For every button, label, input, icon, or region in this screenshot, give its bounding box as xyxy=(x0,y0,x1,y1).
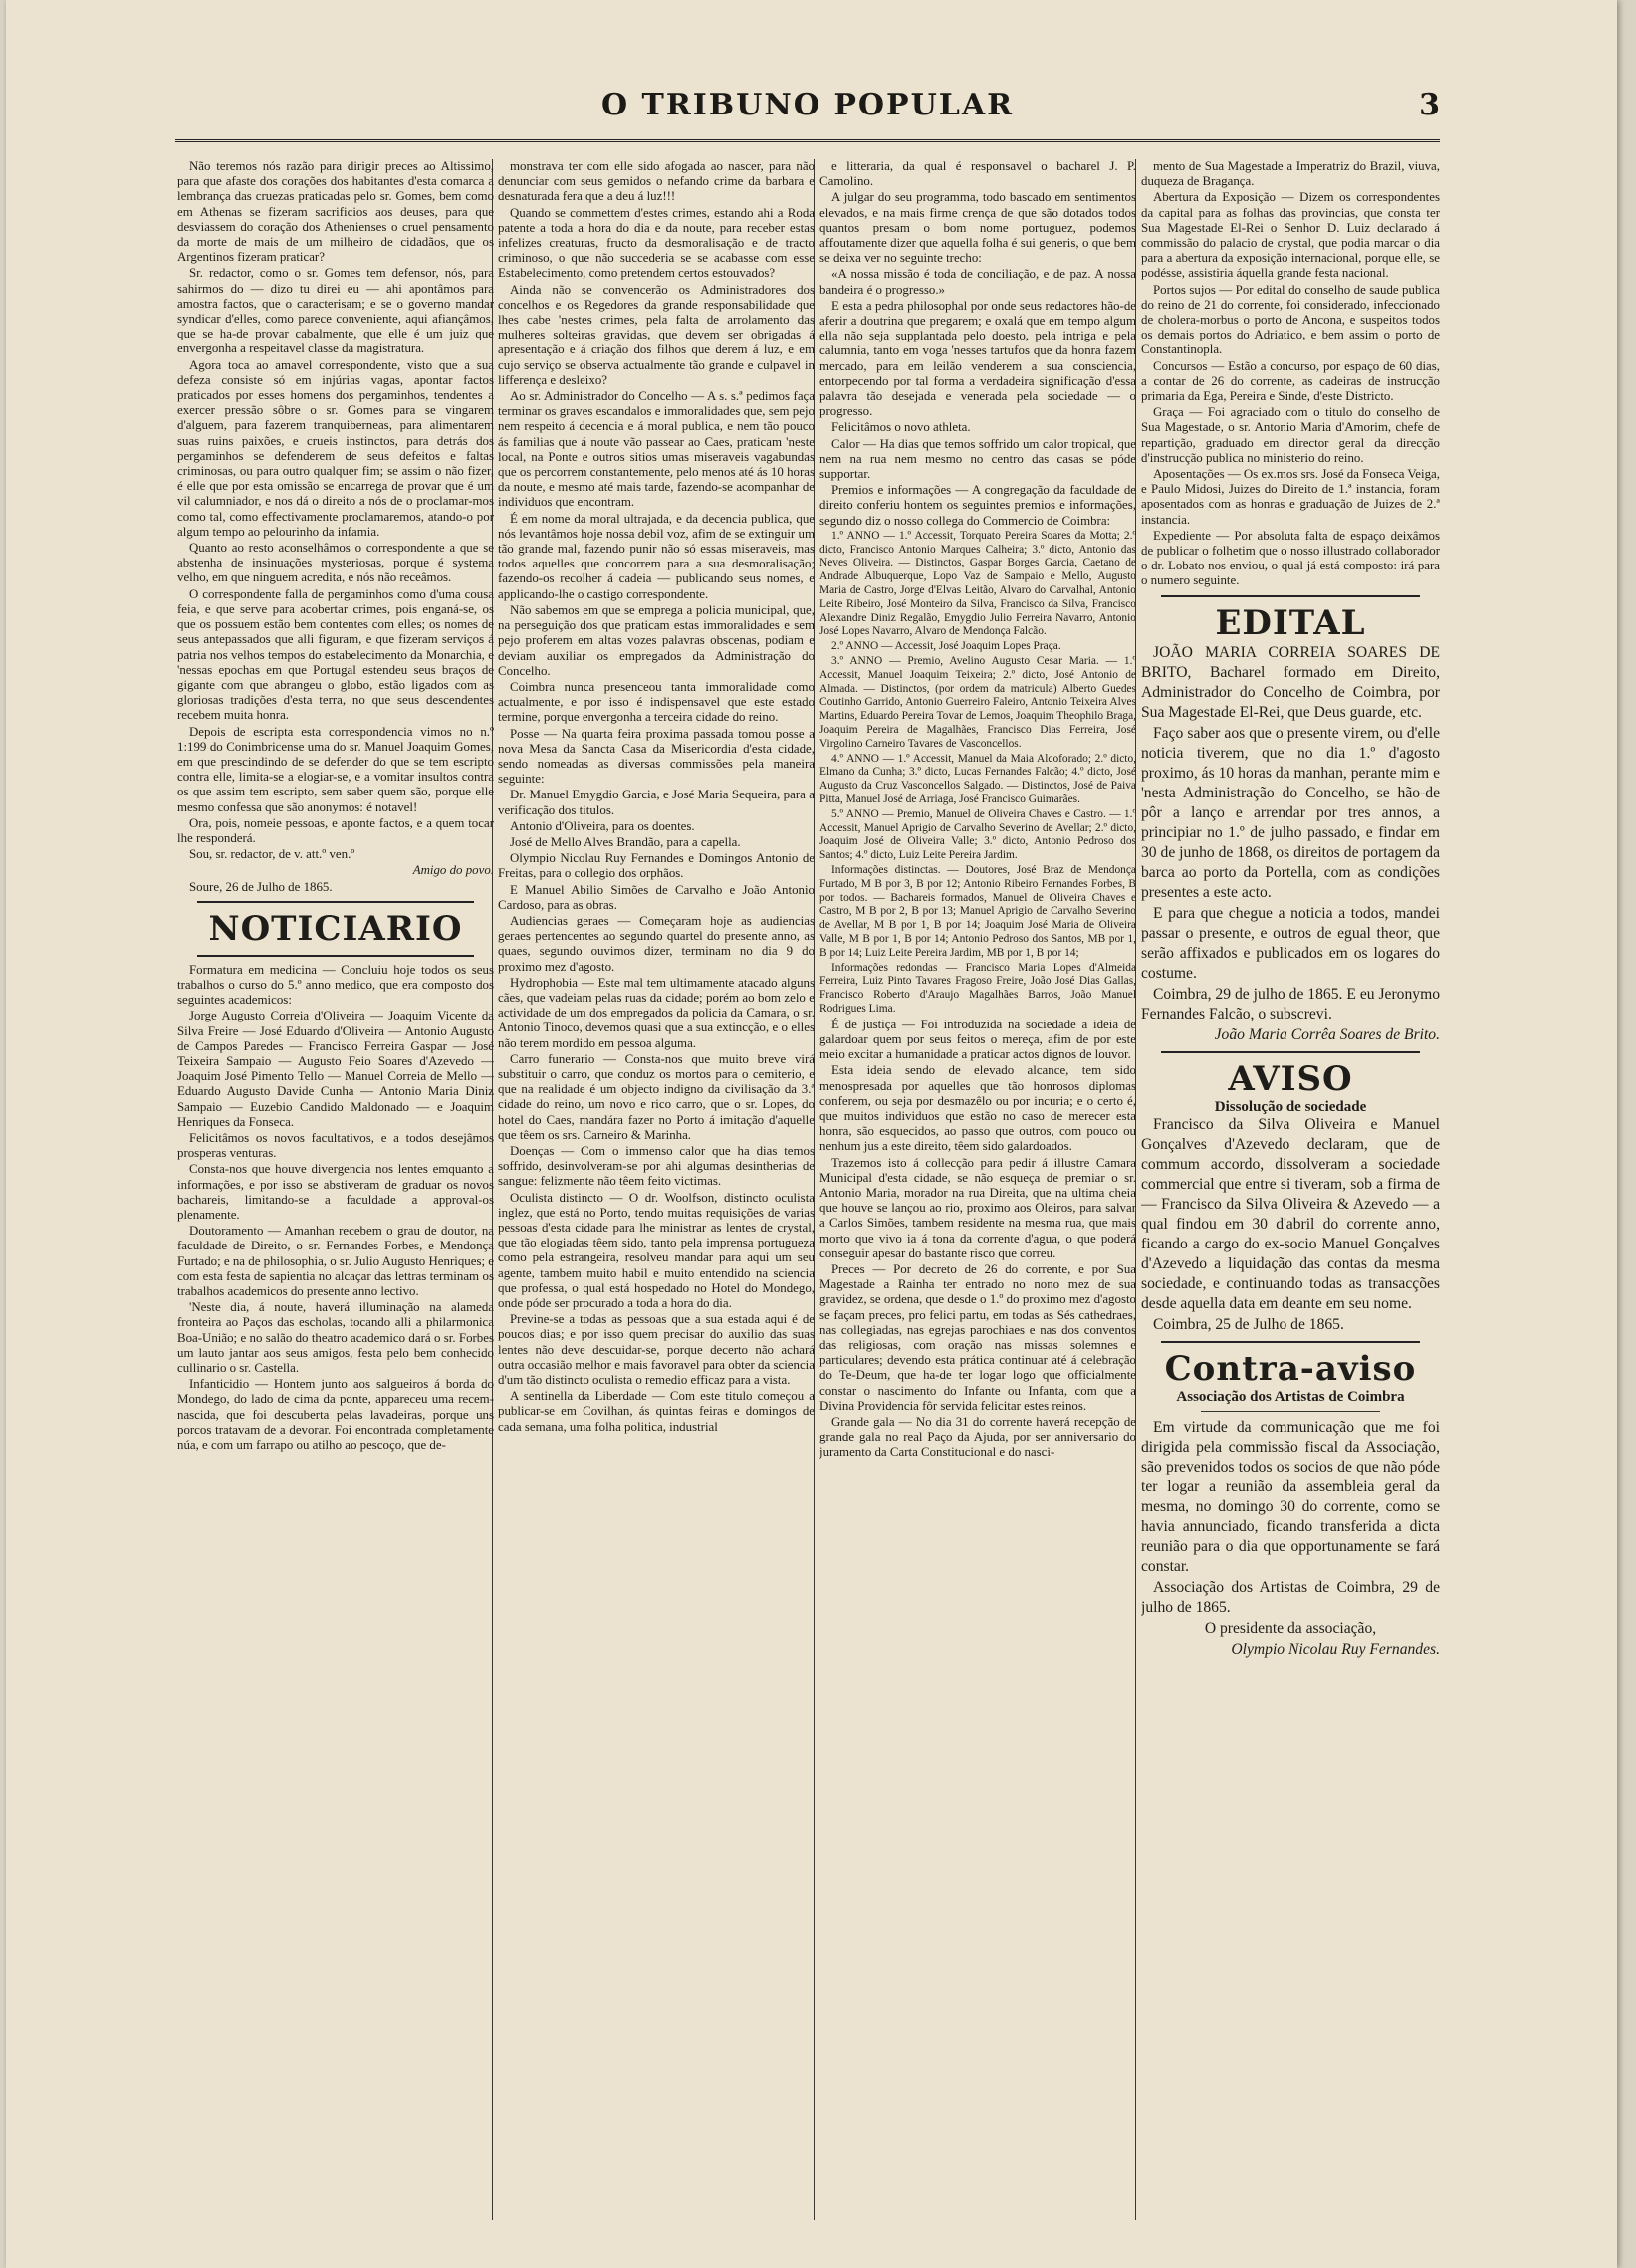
news-item: José de Mello Alves Brandão, para a capella. xyxy=(510,834,741,849)
article-paragraph: Agora toca ao amavel correspondente, visto que a sua defeza consiste só em injúrias vagas, apontar factos praticados por esses homens dos pergaminhos, tendentes a exercer pressão sôbre o sr. Gomes para se vingarem d'alguem, para fazerem tranquiberneas, para alimentarem suas ruins paixões, e crueis instinctos, para detrás dos pergaminhos se defenderem de seus defeitos e faltas criminosas, ou para outro qualquer fim; se assim o não fizer, é elle que por esta omissão se encarrega de provar que é um vil calumniador, e nos dá o direito a nós de o proclamar-mos como tal, como effectivamente proclamaremos, atando-o por algum tempo ao pelourinho da infamia. xyxy=(177,357,494,539)
news-item: Preces — Por decreto de 26 do corrente, e por Sua Magestade a Rainha ter entrado no nono mez de sua gravidez, se ordena, que desde o 1.º do proximo mez d'agosto se façam preces, pro felici partu, em todas as Sés cathedraes, nas collegiadas, nas egrejas parochiaes e nas dos conventos das religiosas, com oração nas missas solemnes e particulares; devendo esta prática continuar até á celebração do Te-Deum, que ha-de ter logar logo que officialmente constar o nascimento do Infante ou Infanta, com que a Divina Providencia fôr servida felicitar estes reinos. xyxy=(819,1262,1136,1413)
column-4 xyxy=(1141,159,1440,2240)
newspaper-page xyxy=(6,0,1617,2268)
prize-list: 4.º ANNO — 1.º Accessit, Manuel da Maia Alcoforado; 2.º dicto, Elmano da Cunha; 3.º dicto, Lucas Fernandes Falcão; 4.º dicto, José Augusto da Cruz Vasconcellos Salgado. — Distinctos, José de Paiva Pitta, Manuel José de Arriaga, José Francisco Guimarães. xyxy=(819,752,1136,806)
news-item: Portos sujos — Por edital do conselho de saude publica do reino de 21 do corrente, foi considerado, infeccionado de cholera-morbus o porto de Ancona, e suspeitos todos os demais portos do Adriatico, e bem assim o porto de Constantinopla. xyxy=(1141,282,1440,357)
contra-aviso-date: Associação dos Artistas de Coimbra, 29 de julho de 1865. xyxy=(1141,1579,1440,1617)
news-item: Grande gala — No dia 31 do corrente haverá recepção de grande gala no real Paço da Ajuda, por ser anniversario do juramento da Carta Constitucional e do nasci- xyxy=(819,1415,1136,1460)
aviso-subtitle: Dissolução de sociedade xyxy=(1214,1098,1367,1115)
news-item: Antonio d'Oliveira, para os doentes. xyxy=(510,818,695,833)
news-item: Previne-se a todas as pessoas que a sua estada aqui é de poucos dias; e por isso quem precisar do auxilio das suas lentes não deve descuidar-se, porque decerto não achará outra occasião melhor e mais favoravel para obter da sciencia d'um tão distincto oculista o remedio efficaz para a vista. xyxy=(498,1312,815,1388)
news-item: Carro funerario — Consta-nos que muito breve virá substituir o carro, que conduz os mortos para o cemiterio, e que na realidade é um objecto indigno da civilisação da 3.ª cidade do reino, um novo e rico carro, que o sr. Lopes, do hotel do Caes, mandára fazer no Porto á imitação d'aquelle que têem os srs. Carneiro & Marinha. xyxy=(498,1051,815,1142)
news-item: Doutoramento — Amanhan recebem o grau de doutor, na faculdade de Direito, o sr. Fernandes Forbes, e Mendonça Furtado; e na de philosophia, o sr. Julio Augusto Henriques; e com esta festa de sapientia no alcaçar das lettras terminam os trabalhos academicos do presente anno lectivo. xyxy=(177,1224,494,1299)
prize-list: 2.º ANNO — Accessit, José Joaquim Lopes Praça. xyxy=(831,640,1061,653)
newspaper-title: O TRIBUNO POPULAR xyxy=(600,88,1015,122)
news-item: Dr. Manuel Emygdio Garcia, e José Maria Sequeira, para a verificação dos titulos. xyxy=(498,788,815,817)
news-item: Calor — Ha dias que temos soffrido um calor tropical, que nem na rua nem mesmo no centro das casas se póde supportar. xyxy=(819,436,1136,482)
news-item: E esta a pedra philosophal por onde seus redactores hão-de aferir a doutrina que pregarem; e oxalá que em tempo algum ella não seja supplantada pelo doesto, pela intriga e pela calumnia, tanto em voga 'nesses tartufos que da honra fazem mercado, para em leilão venderem a sua consciencia, entorpecendo por tal forma a verdadeira significação d'essa palavra tão desejada e venerada pela sociedade — o progresso. xyxy=(819,298,1136,419)
contra-aviso-subtitle: Associação dos Artistas de Coimbra xyxy=(1176,1388,1405,1405)
contra-aviso-paragraph: Em virtude da communicação que me foi dirigida pela commissão fiscal da Associação, são prevenidos todos os socios de que não póde ter logar a reunião da assembleia geral da mesma, no domingo 30 do corrente, como se havia annunciado, ficando transferida a dicta reunião para o dia que opportunamente se fará constar. xyxy=(1141,1419,1440,1576)
section-rule xyxy=(1161,1051,1420,1053)
header-rule xyxy=(175,139,1440,142)
news-item: Quando se commettem d'estes crimes, estando ahi a Roda patente a toda a hora do dia e da noute, para receber estas infelizes creaturas, fructo da desmoralisação e de tracto criminoso, o que não succederia se se acabasse com esse Estabelecimento, como pretendem certos estouvados? xyxy=(498,205,815,281)
column-1 xyxy=(177,159,494,2240)
news-item: e litteraria, da qual é responsavel o bacharel J. P. Camolino. xyxy=(819,159,1136,189)
edital-paragraph: Coimbra, 29 de julho de 1865. E eu Jeronymo Fernandes Falcão, o subscrevi. xyxy=(1141,985,1440,1022)
news-item: É de justiça — Foi introduzida na sociedade a ideia de galardoar quem por seus feitos o mereça, afim de por este meio excitar a humanidade a praticar actos dignos de louvor. xyxy=(819,1017,1136,1062)
news-item: Felicitâmos o novo athleta. xyxy=(831,420,971,435)
noticiario-heading: NOTICIARIO xyxy=(208,908,463,949)
news-item: Doenças — Com o immenso calor que ha dias temos soffrido, desinvolveram-se por ahi algumas desintherias de sangue: felizmente não têem feito victimas. xyxy=(498,1144,815,1189)
news-item: Olympio Nicolau Ruy Fernandes e Domingos Antonio de Freitas, para o collegio dos orphãos. xyxy=(498,851,815,881)
article-paragraph: Não teremos nós razão para dirigir preces ao Altissimo, para que afaste dos corações dos habitantes d'esta comarca a lembrança das cruezas praticadas pelo sr. Gomes, bem como em Athenas se fizeram sacrificios aos deuses, para que desviassem do coração dos Athenienses o cruel pensamento da morte de mais de um milheiro de cidadãos, que os Argentinos fizeram praticar? xyxy=(177,159,494,265)
page-number: 3 xyxy=(1419,88,1440,122)
aviso-body xyxy=(1141,1115,1440,1335)
section-rule xyxy=(1161,595,1420,597)
news-item: «A nossa missão é toda de conciliação, e de paz. A nossa bandeira é o progresso.» xyxy=(819,267,1136,297)
article-paragraph: Depois de escripta esta correspondencia vimos no n.º 1:199 do Conimbricense uma do sr. Manuel Joaquim Gomes, em que prescindindo de se defender do que se tem escripto contra elle, limita-se a elogiar-se, e a vomitar insultos contra os que assim tem escripto, sem saber quem são, porque elle mesmo confessa que são anonymos: é notavel! xyxy=(177,724,494,814)
letter-signature: Amigo do povo. xyxy=(412,863,494,878)
news-item: Trazemos isto á collecção para pedir á illustre Camara Municipal d'esta cidade, se não esqueça de premiar o sr. Antonio Maria, morador na rua Direita, que na ultima cheia que houve se lançou ao rio, proximo aos Oleiros, para salvar a Carlos Simões, tambem residente na mesma rua, que mais morto que vivo ia á tona da corrente d'agua, o que poderá conseguir apesar do bastante risco que correu. xyxy=(819,1155,1136,1260)
news-item: Abertura da Exposição — Dizem os correspondentes da capital para as folhas das provincias, que consta ter Sua Magestade El-Rei o Senhor D. Luiz declarado á commissão do palacio de crystal, que podia marcar o dia para a abertura da exposição internacional, porque elle, se podésse, assistiria áquella grande festa nacional. xyxy=(1141,190,1440,281)
section-rule xyxy=(1161,1341,1420,1343)
contra-aviso-signature: Olympio Nicolau Ruy Fernandes. xyxy=(1231,1641,1440,1659)
news-item: Ainda não se convencerão os Administradores dos concelhos e os Regedores da grande responsabilidade que lhes cabe 'nestes crimes, pela falta de arrolamento das mulheres solteiras gravidas, que devem ser obrigadas á apresentação e á criação dos filhos que derem á luz, e em cujo serviço se observa actualmente tão grande e culpavel in lifferença e desleixo? xyxy=(498,282,815,387)
article-paragraph: Sr. redactor, como o sr. Gomes tem defensor, nós, para sahirmos do — dizo tu direi eu — ahi apontâmos para amostra factos, que o caracterisam; e se o governo mandar syndicar d'elles, como parece conveniente, aqui afiançâmos, que se ha-de provar cabalmente, que elle é um juiz que envergonha a respeitavel classe da magistratura. xyxy=(177,266,494,356)
news-item: Aposentações — Os ex.mos srs. José da Fonseca Veiga, e Paulo Midosi, Juizes do Direito de 1.ª instancia, foram aposentados com as honras e graduação de Juizes de 2.ª instancia. xyxy=(1141,467,1440,527)
news-item: Graça — Foi agraciado com o titulo do conselho de Sua Magestade, o sr. Antonio Maria d'Amorim, chefe de repartição, graduado em director geral da direcção d'instrucção publica no ministerio do reino. xyxy=(1141,405,1440,465)
prize-list: Informações distinctas. — Doutores, José Braz de Mendonça Furtado, M B por 3, B por 12; Antonio Ribeiro Fernandes Forbes, B por todos. — Bachareis formados, Manuel de Oliveira Chaves e Castro, M B por 2, B por 13; Manuel Aprigio de Carvalho Severino de Avellar, M B por 1, B por 14; Joaquim José Maria de Oliveira Valle, M B por 1, B por 14; Antonio Pedroso dos Santos, MB por 1, B por 14; Luiz Leite Pereira Jardim, MB por 1, B por 14; xyxy=(819,864,1136,959)
column-3 xyxy=(819,159,1136,2240)
news-item: Concursos — Estão a concurso, por espaço de 60 dias, a contar de 26 do corrente, as cadeiras de instrucção primaria da Ega, Pereira e Sinde, d'este Districto. xyxy=(1141,358,1440,404)
prize-list: 1.º ANNO — 1.º Accessit, Torquato Pereira Soares da Motta; 2.º dicto, Francisco Antonio Marques Calheira; 3.º dicto, Antonio das Neves Oliveira. — Distinctos, Gaspar Borges Garcia, Caetano de Andrade Albuquerque, Lopo Vaz de Sampaio e Mello, Augusto Maria de Castro, Jorge d'Elvas Leitão, Alvaro do Carvalhal, Antonio Leite Ribeiro, José Monteiro da Silva, Francisco da Silva, Francisco Alexandre Diniz Regalão, Emygdio Julio Ferreira Navarro, Antonio José Lopes Navarro, Alvaro de Mendonça Falcão. xyxy=(819,529,1136,638)
news-item: Felicitâmos os novos facultativos, e a todos desejâmos prosperas venturas. xyxy=(177,1130,494,1161)
section-rule xyxy=(197,901,474,903)
section-rule xyxy=(1201,1411,1380,1412)
aviso-heading: AVISO xyxy=(1228,1058,1353,1099)
news-item: É em nome da moral ultrajada, e da decencia publica, que nós levantâmos hoje nossa debil voz, afim de se extinguir um tão grande mal, fazendo punir não só essas miseraveis, mas todos aquelles que concorrem para a sua desmoralisação; fazendo-os recolher á cadeia — publicando seus nomes, e applicando-lhe o castigo correspondente. xyxy=(498,511,815,601)
news-item: Coimbra nunca presenceou tanta immoralidade como actualmente, e por isso é indispensavel que este estado termine, porque envergonha a terceira cidade do reino. xyxy=(498,679,815,725)
prize-list: 3.º ANNO — Premio, Avelino Augusto Cesar Maria. — 1.º Accessit, Manuel Joaquim Teixeira; 2.º dicto, José Antonio de Almada. — Distinctos, (por ordem da matricula) Alberto Guedes Coutinho Garrido, Antonio Guerreiro Faleiro, Antonio Teixeira Alves Martins, Eduardo Pereira Tovar de Lemos, Joaquim Theophilo Braga, Joaquim Pereira de Magalhães, Francisco Dias Ferreira, José Virgolino Carneiro Tavares de Vasconcellos. xyxy=(819,655,1136,750)
masthead xyxy=(175,88,1440,129)
news-item: Audiencias geraes — Começaram hoje as audiencias geraes pertencentes ao segundo quartel do presente anno, as quaes, segundo ouvimos dizer, terminam no dia 9 do proximo mez d'agosto. xyxy=(498,913,815,974)
news-item: Infanticidio — Hontem junto aos salgueiros á borda do Mondego, do lado de cima da ponte, appareceu uma recem-nascida, que foi descuberta pelas lavadeiras, porque uns porcos tratavam de a devorar. Foi encontrada completamente núa, e com um farrapo ou atilho ao pescoço, que de- xyxy=(177,1377,494,1453)
edital-paragraph: E para que chegue a noticia a todos, mandei passar o presente, e outros de egual theor, que serão affixados e publicados em os logares do costume. xyxy=(1141,904,1440,982)
prize-list: Informações redondas — Francisco Maria Lopes d'Almeida Ferreira, Luiz Pinto Tavares Fragoso Freire, João José Dias Gallas, Francisco Roberto d'Araujo Magalhães Barros, João Manuel Rodrigues Lima. xyxy=(819,961,1136,1015)
news-item: E Manuel Abilio Simões de Carvalho e João Antonio Cardoso, para as obras. xyxy=(498,882,815,912)
aviso-date: Coimbra, 25 de Julho de 1865. xyxy=(1153,1315,1344,1333)
news-item: Posse — Na quarta feira proxima passada tomou posse a nova Mesa da Sancta Casa da Misericordia d'esta cidade, sendo nomeadas as diversas commissões pela maneira seguinte: xyxy=(498,726,815,787)
aviso-paragraph: Francisco da Silva Oliveira e Manuel Gonçalves d'Azevedo declaram, que de commum accordo, dissolveram a sociedade commercial que entre si tiveram, sob a firma de — Francisco da Silva Oliveira & Azevedo — a qual findou em 30 d'abril do corrente anno, ficando a cargo do ex-socio Manuel Gonçalves d'Azevedo a liquidação das contas da mesma sociedade, e continuando todas as transacções desde aquella data em deante em seu nome. xyxy=(1141,1115,1440,1312)
news-item: Hydrophobia — Este mal tem ultimamente atacado alguns cães, que vadeiam pelas ruas da cidade; porém ao bom zelo e actividade de um dos empregados da policia da Camara, o sr. Antonio Tinoco, devemos quasi que a sua extincção, e o elles não terem mordido em pessoa alguma. xyxy=(498,975,815,1050)
article-paragraph: O correspondente falla de pergaminhos como d'uma cousa feia, e que serve para acobertar crimes, pois enganá-se, os que os possuem estão bem contentes com elles; os nomes de seus antepassados que alli figuram, e que fizeram serviços á patria nos velhos tempos do estabelecimento da Monarchia, e 'nessas epochas em que Portugal estendeu seus braços de gigante com que abrangeu o globo, estão ligados com as gloriosas tradições d'esta terra, no que seus descendentes recebem muita honra. xyxy=(177,586,494,723)
edital-heading: EDITAL xyxy=(1215,602,1366,643)
contra-aviso-body xyxy=(1141,1418,1440,1660)
news-item: Ao sr. Administrador do Concelho — A s. s.ª pedimos faça terminar os graves escandalos e immoralidades que, sem pejo nem respeito á decencia e á moral publica, e nem tão pouco ás familias que á noute vão passear ao Caes, praticam 'neste local, na Ponte e outros sitios umas miseraveis vagabundas que os percorrem constantemente, pelo menos até ás 10 horas da noute, e mesmo até mais tarde, fazendo-se acompanhar de individuos que encontram. xyxy=(498,389,815,510)
letter-dateline: Soure, 26 de Julho de 1865. xyxy=(189,879,333,894)
edital-paragraph: Faço saber aos que o presente virem, ou d'elle noticia tiverem, que no dia 1.º d'agosto proximo, ás 10 horas da manhan, perante mim e 'nesta Administração do Concelho, se hão-de pôr a lanço e arrendar por tres annos, a principiar no 1.º de julho passado, e findar em 30 de junho de 1868, os direitos de portagem da barca ao porto da Portella, com as condições presentes a este acto. xyxy=(1141,724,1440,901)
article-paragraph: Ora, pois, nomeie pessoas, e aponte factos, e a quem tocar lhe responderá. xyxy=(177,815,494,845)
news-item: mento de Sua Magestade a Imperatriz do Brazil, viuva, duqueza de Bragança. xyxy=(1141,159,1440,189)
news-item: Não sabemos em que se emprega a policia municipal, que, na perseguição dos que praticam estas immoralidades e sem pejo proferem em altas vozes palavras obscenas, podiam e deviam auxiliar os empregados da Administração do Concelho. xyxy=(498,602,815,678)
edital-paragraph: JOÃO MARIA CORREIA SOARES DE BRITO, Bacharel formado em Direito, Administrador do Concelho de Coimbra, por Sua Magestade El-Rei, que Deus guarde, etc. xyxy=(1141,643,1440,721)
edital-body xyxy=(1141,643,1440,1045)
news-item: Premios e informações — A congregação da faculdade de direito conferiu hontem os seguintes premios e informações, segundo diz o nosso collega do Commercio de Coimbra: xyxy=(819,483,1136,528)
news-item: Expediente — Por absoluta falta de espaço deixâmos de publicar o folhetim que o nosso illustrado collaborador o dr. Lobato nos enviou, o qual já está composto: irá para o numero seguinte. xyxy=(1141,528,1440,588)
article-paragraph: Quanto ao resto aconselhâmos o correspondente a que se abstenha de insinuações mysteriosas, porque é systema velho, em que ninguem acredita, e nós não receâmos. xyxy=(177,541,494,585)
news-item: Consta-nos que houve divergencia nos lentes emquanto a informações, e por isso se abstiveram de graduar os novos bachareis, limitando-se a faculdade a approval-os plenamente. xyxy=(177,1162,494,1222)
news-item: Formatura em medicina — Concluiu hoje todos os seus trabalhos o curso do 5.º anno medico, que era composto dos seguintes academicos: xyxy=(177,962,494,1008)
prize-list: 5.º ANNO — Premio, Manuel de Oliveira Chaves e Castro. — 1.º Accessit, Manuel Aprigio de Carvalho Severino de Avellar; 2.º dicto, Joaquim José de Oliveira Valle; 3.º dicto, Antonio Pedroso dos Santos; 4.º dicto, Luiz Leite Pereira Jardim. xyxy=(819,807,1136,862)
news-item: 'Neste dia, á noute, haverá illuminação na alameda fronteira ao Paços das escholas, tocando alli a philarmonica Boa-União; e no salão do theatro academico dará o sr. Forbes um lauto jantar aos seus amigos, festa pelo bem conhecido cullinario o sr. Castella. xyxy=(177,1300,494,1376)
article-paragraph: Sou, sr. redactor, de v. att.º ven.º xyxy=(189,847,355,862)
news-item: Oculista distincto — O dr. Woolfson, distincto oculista inglez, que está no Porto, tendo muitas requisições de varias pessoas d'esta cidade para lhe ministrar as lentes de crystal, que tão elogiadas têem sido, tanto pela imprensa portugueza como pela estrangeira, resolveu mandar para aqui um seu agente, tambem muito habil e muito entendido na sciencia que professa, o qual está hospedado no Hotel do Mondego, onde póde ser procurado a toda a hora do dia. xyxy=(498,1190,815,1311)
news-item: monstrava ter com elle sido afogada ao nascer, para não denunciar com seus gemidos o nefando crime da barbara e desnaturada fera que a deu á luz!!! xyxy=(498,159,815,204)
news-item: Esta ideia sendo de elevado alcance, tem sido menospresada por aquelles que tão honrosos diplomas conferem, ou seja por desmazêlo ou por incuria; e o certo é, que muitos individuos que estão no caso de merecer esta honra, são esquecidos, ao passo que outros, com pouco ou nenhum jus a este direito, têem sido galardoados. xyxy=(819,1063,1136,1154)
contra-aviso-heading: Contra-aviso xyxy=(1164,1348,1417,1389)
news-item: A julgar do seu programma, todo bascado em sentimentos elevados, e na mais firme crença de que são dotados todos quantos presam o bom nome portuguez, podemos affoutamente dizer que aquella folha é sui generis, o que bem se deixa ver no seguinte trecho: xyxy=(819,190,1136,266)
news-item: Jorge Augusto Correia d'Oliveira — Joaquim Vicente da Silva Freire — José Eduardo d'Oliveira — Antonio Augusto de Campos Paredes — Francisco Ferreira Gaspar — José Teixeira Sampaio — Augusto Feio Soares d'Azevedo — Joaquim José Pimento Tello — Manuel Correia de Mello — Eduardo Augusto Davide Cunha — Antonio Maria Diniz Sampaio — Euzebio Candido Maldonado — e Joaquim Henriques da Fonseca. xyxy=(177,1009,494,1129)
column-2 xyxy=(498,159,815,2240)
contra-aviso-closing: O presidente da associação, xyxy=(1204,1620,1377,1638)
news-item: A sentinella da Liberdade — Com este titulo começou a publicar-se em Covilhan, ás quintas feiras e domingos de cada semana, uma folha politica, industrial xyxy=(498,1389,815,1434)
section-rule xyxy=(197,955,474,957)
edital-signature: João Maria Corrêa Soares de Brito. xyxy=(1214,1025,1440,1043)
